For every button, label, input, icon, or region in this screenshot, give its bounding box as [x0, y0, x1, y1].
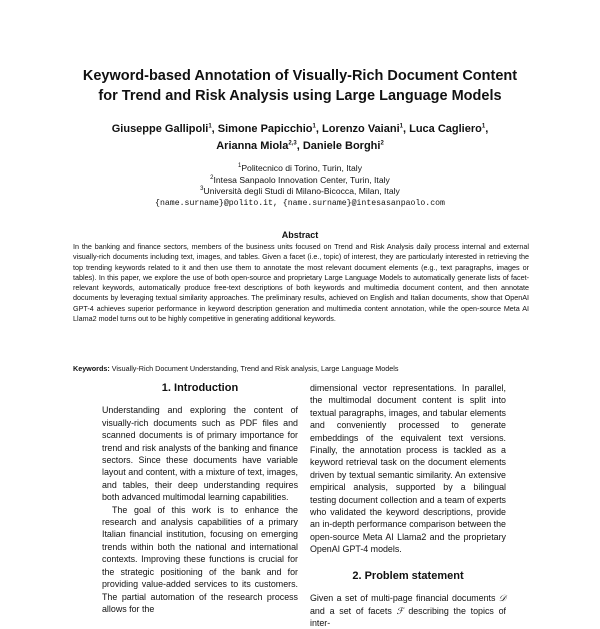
facets-symbol: ℱ — [396, 605, 404, 616]
author-name: Giuseppe Gallipoli — [111, 123, 209, 135]
intro-paragraph-1: Understanding and exploring the content of visually-rich documents such as PDF files and scanned documents is of primary importance for trend and risk analysts of the banking and finance sectors. Since these documents have variable layout and content, with a mixture of text, images, and tables, their deep understanding requires both advanced multimodal learning capabilities. — [102, 405, 298, 503]
abstract-heading: Abstract — [281, 230, 319, 240]
title-line-2: for Trend and Risk Analysis using Large Language Models — [98, 88, 502, 104]
author-name: Arianna Miola — [216, 140, 289, 152]
author-name: Lorenzo Vaiani — [322, 123, 400, 135]
author-affil-mark: 2 — [380, 140, 384, 147]
author-emails: {name.surname}@polito.it, {name.surname}@intesasanpaolo.com — [155, 198, 445, 208]
affiliation-line: $^2$Intesa Sanpaolo Innovation Center, Turin, Italy — [210, 174, 390, 185]
author-name: Daniele Borghi — [302, 140, 381, 152]
documents-symbol: 𝒟 — [498, 593, 506, 604]
left-column — [102, 382, 298, 615]
problem-paragraph-1: Given a set of multi-page financial documents 𝒟 and a set of facets ℱ describing the topics of inter- — [310, 593, 507, 628]
author-affil-mark: 1 — [481, 123, 486, 130]
affiliation-line: $^1$Politecnico di Torino, Turin, Italy — [237, 163, 363, 173]
keywords-line — [73, 364, 529, 374]
abstract-text: In the banking and finance sectors, members of the business units focused on Trend and Risk Analysis daily process internal and external visually-rich documents including text, images, and tables. Given a facet (i.e., topic) of interest, they are particularly interested in retrieving the top trending keywords related to it and then use them to annotate the most relevant document elements (e.g., text paragraphs, images or tables). In this paper, we explore the use of both open-source and proprietary Large Language Models to automatically generate lists of facet-relevant keywords, automatically produce free-text descriptions of both keywords and multimedia document content, and then annotate documents by leveraging textual similarity approaches. The preliminary results, achieved on English and Italian documents, show that OpenAI GPT-4 achieves superior performance in keyword description generation and multimedia content annotation, while the open-source Meta AI Llama2 model turns out to be highly competitive in generating additional keywords. — [73, 242, 529, 324]
section-heading-problem-statement: 2. Problem statement — [352, 569, 464, 582]
author-list: Giuseppe Gallipoli$^1$, Simone Papicchio$^1$, Lorenzo Vaiani$^1$, Luca Cagliero$^1$, Arianna Miola$^{2,3}$, Daniele Borghi$^2$ — [111, 123, 489, 152]
section-heading-introduction: 1. Introduction — [161, 382, 239, 394]
author-affil-mark: 1 — [208, 123, 212, 130]
affiliation-line: $^3$Università degli Studi di Milano-Bicocca, Milan, Italy — [200, 186, 400, 197]
title-line-1: Keyword-based Annotation of Visually-Rich Document Content — [82, 68, 518, 84]
author-affil-mark: 1 — [399, 123, 403, 130]
keywords-text: Visually-Rich Document Understanding, Trend and Risk analysis, Large Language Models — [111, 364, 399, 373]
author-name: Simone Papicchio — [217, 123, 313, 135]
author-name: Luca Cagliero — [409, 123, 482, 135]
author-affil-mark: 2,3 — [288, 140, 297, 147]
keywords-label: Keywords: — [73, 364, 110, 373]
right-paragraph-continued: dimensional vector representations. In parallel, the multimodal document content is split into textual paragraphs, images, and tabular elements and conveniently processed to generate embeddings of the equivalent text versions. Finally, the annotation process is tackled as a keyword retrieval task on the document elements driven by textual semantic similarity. An extensive empirical analysis, supported by a bilingual testing document collection and a team of experts who validated the keyword descriptions, provide an in-depth performance comparison between the open-source Meta AI Llama2 and the proprietary OpenAI GPT-4 models. — [310, 383, 506, 555]
right-column — [310, 382, 506, 629]
intro-paragraph-2: The goal of this work is to enhance the research and analysis capabilities of a primary Italian financial institution, focusing on emerging trends within both the national and international contexts. Improving these functions is crucial for the strategic positioning of the bank and for providing value-added services to its customers. The partial automation of the research process allows for the — [102, 504, 298, 614]
author-affil-mark: 1 — [312, 123, 316, 130]
paper-title — [40, 66, 560, 106]
affiliations — [40, 163, 560, 209]
